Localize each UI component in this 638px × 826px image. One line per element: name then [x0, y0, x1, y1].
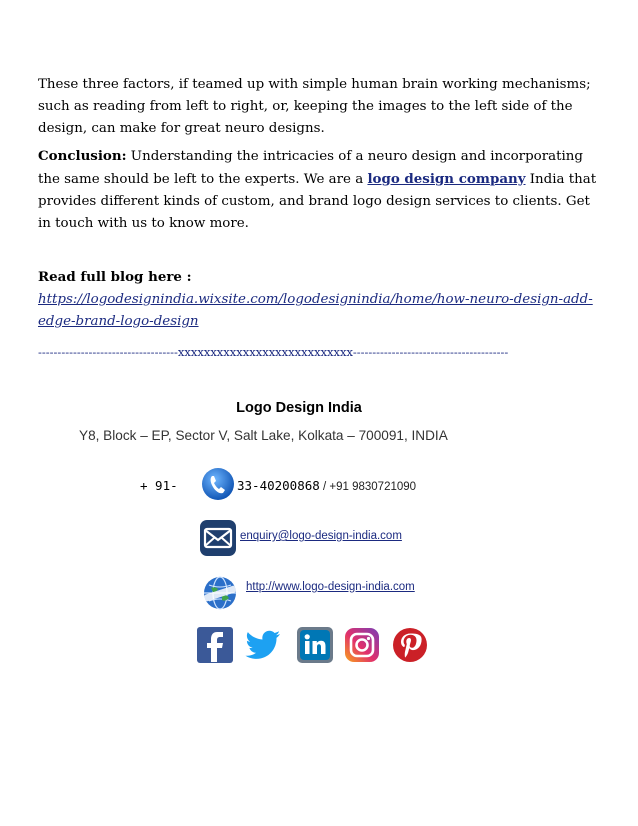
- separator-left: ------------------------------------: [38, 345, 178, 359]
- conclusion-text-after: India that provides different kinds of custom, and brand logo design services to clients. Get in touch with us to know more.: [38, 172, 597, 231]
- separator-right: ----------------------------------------: [352, 345, 509, 359]
- website-link[interactable]: http://www.logo-design-india.com: [246, 581, 415, 593]
- conclusion-paragraph: [38, 145, 600, 235]
- linkedin-icon[interactable]: [296, 626, 334, 664]
- phone-alt: / +91 9830721090: [319, 481, 417, 493]
- logo-design-company-link[interactable]: logo design company: [367, 171, 526, 187]
- company-address: Y8, Block – EP, Sector V, Salt Lake, Kolkata – 700091, INDIA: [79, 428, 448, 443]
- email-link[interactable]: enquiry@logo-design-india.com: [240, 530, 402, 542]
- intro-paragraph-text: These three factors, if teamed up with simple human brain working mechanisms; such as reading from left to right, or, keeping the images to the left side of the design, can make for great neuro designs.: [38, 77, 591, 136]
- separator-line: [38, 345, 600, 359]
- conclusion-label: Conclusion:: [38, 148, 127, 164]
- intro-paragraph: [38, 74, 600, 140]
- phone-main: 33-40200868: [237, 478, 320, 493]
- phone-icon: [201, 467, 235, 501]
- conclusion-text-before: Understanding the intricacies of a neuro design and incorporating the same should be left to the experts. We are a: [38, 149, 583, 187]
- read-more-paragraph: [38, 266, 600, 333]
- separator-middle: xxxxxxxxxxxxxxxxxxxxxxxxxxx: [177, 345, 353, 359]
- company-name: Logo Design India: [236, 400, 362, 416]
- blog-link[interactable]: https://logodesignindia.wixsite.com/logodesignindia/home/how-neuro-design-add-edge-brand-logo-design: [38, 292, 593, 329]
- facebook-icon[interactable]: [196, 626, 234, 664]
- instagram-icon[interactable]: [343, 626, 381, 664]
- pinterest-icon[interactable]: [391, 626, 429, 664]
- read-more-label: Read full blog here :: [38, 269, 192, 285]
- phone-prefix: + 91-: [140, 478, 178, 493]
- globe-icon: [201, 574, 239, 612]
- twitter-icon[interactable]: [244, 626, 282, 664]
- phone-numbers: [237, 478, 416, 493]
- mail-icon: [199, 519, 237, 557]
